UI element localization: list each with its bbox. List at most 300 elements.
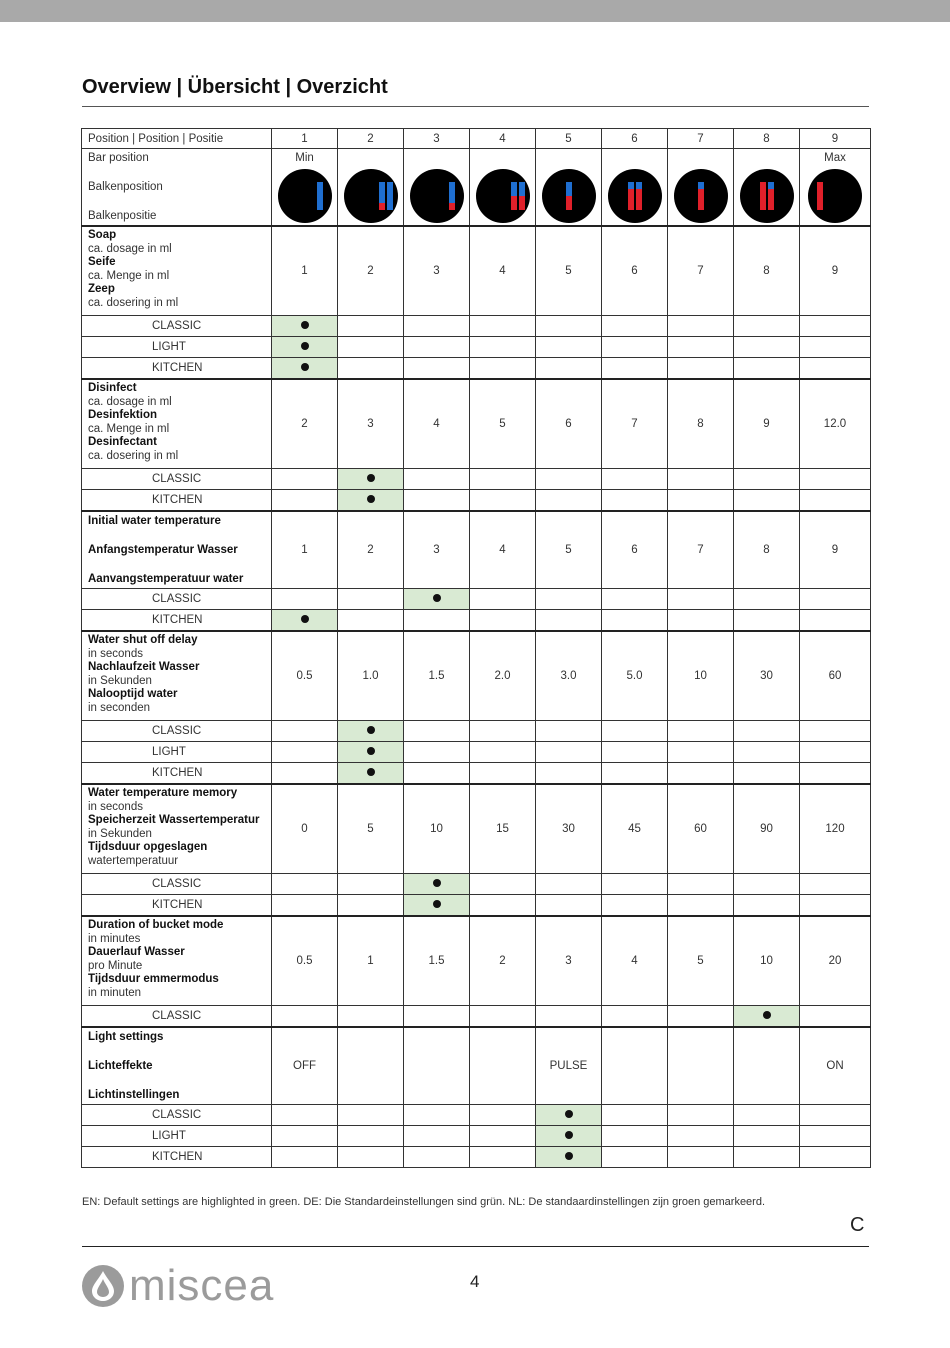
default-cell-highlighted <box>404 874 470 895</box>
default-cell <box>272 742 338 763</box>
default-cell <box>668 895 734 917</box>
gauge-bar-blue <box>379 182 385 203</box>
setting-label-line: ca. Menge in ml <box>88 422 170 435</box>
setting-value: 3 <box>338 379 404 469</box>
product-variant-label: KITCHEN <box>82 490 272 512</box>
gauge-bar-blue <box>698 182 704 189</box>
default-cell <box>272 763 338 785</box>
setting-value: 1.0 <box>338 631 404 721</box>
default-cell <box>272 469 338 490</box>
setting-value: 7 <box>668 511 734 589</box>
product-variant-label: LIGHT <box>82 337 272 358</box>
setting-label-line: in minuten <box>88 986 142 999</box>
setting-value <box>734 1027 800 1105</box>
setting-row <box>82 916 871 1006</box>
bar-position-cell <box>668 149 734 227</box>
setting-label-line: pro Minute <box>88 959 143 972</box>
default-dot-icon <box>367 474 375 482</box>
default-dot-icon <box>367 747 375 755</box>
default-cell <box>602 1126 668 1147</box>
page-title: Overview | Übersicht | Overzicht <box>82 76 388 98</box>
default-dot-icon <box>301 342 309 350</box>
gauge-bar-red <box>566 196 572 210</box>
bar-gauge-graphic <box>674 169 728 223</box>
page-number: 4 <box>470 1272 480 1291</box>
default-cell <box>338 589 404 610</box>
default-cell <box>602 1006 668 1028</box>
bar-position-label-stack <box>88 149 271 225</box>
bar-position-cell <box>470 149 536 227</box>
setting-value <box>338 1027 404 1105</box>
default-dot-icon <box>433 594 441 602</box>
product-variant-label: CLASSIC <box>82 469 272 490</box>
default-cell <box>602 358 668 380</box>
default-cell <box>272 1006 338 1028</box>
setting-value: 0.5 <box>272 916 338 1006</box>
setting-value: 4 <box>602 916 668 1006</box>
default-dot-icon <box>565 1131 573 1139</box>
gauge-bar-red <box>519 196 525 210</box>
bar-position-cell <box>536 149 602 227</box>
default-dot-icon <box>301 321 309 329</box>
default-cell <box>404 763 470 785</box>
setting-label-stack <box>88 917 271 1001</box>
position-header: 8 <box>734 129 800 149</box>
default-cell <box>404 1147 470 1168</box>
setting-label-line: Desinfektion <box>88 409 158 422</box>
setting-value: 0 <box>272 784 338 874</box>
setting-label-line: in seconds <box>88 800 143 813</box>
product-variant-label: KITCHEN <box>82 895 272 917</box>
default-cell <box>602 874 668 895</box>
bar-gauge-graphic <box>608 169 662 223</box>
default-cell <box>800 337 871 358</box>
default-cell <box>734 742 800 763</box>
default-cell <box>734 1147 800 1168</box>
default-cell <box>668 1105 734 1126</box>
default-cell <box>536 358 602 380</box>
position-header: 7 <box>668 129 734 149</box>
default-cell <box>404 1006 470 1028</box>
default-cell <box>602 1105 668 1126</box>
section-letter: C <box>850 1214 865 1236</box>
gauge-bar-blue <box>636 182 642 189</box>
default-cell <box>536 469 602 490</box>
default-cell <box>668 763 734 785</box>
default-cell <box>602 721 668 742</box>
bar-gauge-icon <box>608 169 662 223</box>
default-cell <box>338 1126 404 1147</box>
default-row <box>82 763 871 785</box>
gauge-bar-blue <box>768 182 774 189</box>
setting-label-line: Water temperature memory <box>88 787 238 799</box>
default-cell <box>338 610 404 632</box>
product-variant-label: KITCHEN <box>82 763 272 785</box>
setting-value: 5 <box>338 784 404 874</box>
setting-label-line: Duration of bucket mode <box>88 919 224 931</box>
setting-value: 6 <box>536 379 602 469</box>
default-cell <box>470 358 536 380</box>
default-cell <box>272 874 338 895</box>
default-cell <box>668 337 734 358</box>
setting-label-line: in seconden <box>88 701 151 714</box>
default-cell <box>800 895 871 917</box>
setting-label-line: in Sekunden <box>88 674 152 687</box>
setting-value: 9 <box>800 226 871 316</box>
setting-value: 4 <box>470 511 536 589</box>
default-cell <box>470 1126 536 1147</box>
gauge-bar-red <box>628 189 634 210</box>
default-cell <box>602 316 668 337</box>
setting-row <box>82 1027 871 1105</box>
bar-gauge-icon <box>740 169 794 223</box>
default-dot-icon <box>433 900 441 908</box>
default-cell <box>470 469 536 490</box>
default-cell <box>272 1105 338 1126</box>
gauge-bar-red <box>817 182 823 210</box>
setting-value <box>404 1027 470 1105</box>
setting-value: 6 <box>602 511 668 589</box>
default-row <box>82 874 871 895</box>
gauge-bar-blue <box>628 182 634 189</box>
default-cell <box>404 337 470 358</box>
default-cell-highlighted <box>272 316 338 337</box>
product-variant-label: CLASSIC <box>82 589 272 610</box>
default-cell <box>800 1105 871 1126</box>
default-cell-highlighted <box>272 610 338 632</box>
default-cell <box>800 874 871 895</box>
setting-value: 12.0 <box>800 379 871 469</box>
default-row <box>82 358 871 380</box>
default-dot-icon <box>301 363 309 371</box>
overview-table <box>81 128 871 1168</box>
setting-value: 5 <box>536 226 602 316</box>
gauge-bar-red <box>768 189 774 210</box>
default-cell <box>668 1147 734 1168</box>
setting-value <box>470 1027 536 1105</box>
default-cell <box>668 1006 734 1028</box>
setting-label-line: Lichteffekte <box>88 1060 153 1072</box>
default-cell <box>668 316 734 337</box>
setting-value: 4 <box>470 226 536 316</box>
setting-value: 60 <box>800 631 871 721</box>
default-cell <box>734 874 800 895</box>
default-cell <box>536 742 602 763</box>
default-cell <box>602 1147 668 1168</box>
default-cell <box>404 610 470 632</box>
setting-label-line: Speicherzeit Wassertemperatur <box>88 814 260 827</box>
default-cell <box>404 469 470 490</box>
setting-value: 3.0 <box>536 631 602 721</box>
setting-value: 8 <box>734 511 800 589</box>
setting-value <box>602 1027 668 1105</box>
bar-gauge-icon <box>278 169 332 223</box>
default-row <box>82 721 871 742</box>
default-dot-icon <box>565 1152 573 1160</box>
default-cell-highlighted <box>272 358 338 380</box>
setting-label-stack <box>88 1028 271 1104</box>
default-cell <box>470 1105 536 1126</box>
default-row <box>82 1006 871 1028</box>
setting-value: 3 <box>404 226 470 316</box>
setting-value: 9 <box>734 379 800 469</box>
setting-value: 8 <box>734 226 800 316</box>
miscea-logo <box>81 1261 275 1310</box>
default-cell <box>734 337 800 358</box>
bar-gauge-icon <box>542 169 596 223</box>
default-cell <box>536 721 602 742</box>
bar-gauge-graphic <box>476 169 530 223</box>
bar-position-label-line: Balkenposition <box>88 181 163 193</box>
setting-value: 6 <box>602 226 668 316</box>
setting-value: 5.0 <box>602 631 668 721</box>
position-header: 6 <box>602 129 668 149</box>
default-cell <box>734 895 800 917</box>
setting-label-line: Dauerlauf Wasser <box>88 946 185 959</box>
bar-gauge-graphic <box>740 169 794 223</box>
setting-value: 30 <box>734 631 800 721</box>
setting-value: 1 <box>272 226 338 316</box>
default-dot-icon <box>367 768 375 776</box>
default-cell <box>668 874 734 895</box>
setting-value: 1 <box>272 511 338 589</box>
default-cell <box>734 469 800 490</box>
default-cell <box>404 490 470 512</box>
product-variant-label: CLASSIC <box>82 721 272 742</box>
bar-position-row <box>82 149 871 227</box>
default-cell <box>470 1006 536 1028</box>
setting-label-line: in minutes <box>88 932 141 945</box>
product-variant-label: LIGHT <box>82 1126 272 1147</box>
default-cell-highlighted <box>338 490 404 512</box>
gauge-bar-red <box>760 182 766 210</box>
default-cell <box>668 1126 734 1147</box>
bar-gauge-graphic <box>278 169 332 223</box>
max-label: Max <box>824 152 846 164</box>
default-cell <box>272 490 338 512</box>
setting-label <box>82 226 272 316</box>
bar-position-cell <box>734 149 800 227</box>
setting-label <box>82 379 272 469</box>
default-cell <box>338 1006 404 1028</box>
position-header: 3 <box>404 129 470 149</box>
header-label: Position | Position | Positie <box>82 129 272 149</box>
default-cell <box>404 742 470 763</box>
setting-row <box>82 631 871 721</box>
bar-position-cell <box>272 149 338 227</box>
setting-label <box>82 631 272 721</box>
setting-value: 7 <box>602 379 668 469</box>
default-cell <box>668 721 734 742</box>
bar-gauge-graphic <box>344 169 398 223</box>
product-variant-label: LIGHT <box>82 742 272 763</box>
setting-row <box>82 226 871 316</box>
default-cell <box>668 469 734 490</box>
setting-label <box>82 511 272 589</box>
setting-value: 1.5 <box>404 916 470 1006</box>
default-cell <box>800 1126 871 1147</box>
setting-value: 45 <box>602 784 668 874</box>
position-header: 2 <box>338 129 404 149</box>
setting-value: 10 <box>404 784 470 874</box>
default-cell-highlighted <box>338 721 404 742</box>
default-cell <box>734 490 800 512</box>
bar-gauge-graphic <box>410 169 464 223</box>
default-row <box>82 1105 871 1126</box>
gauge-bar-blue <box>387 182 393 210</box>
default-cell <box>404 721 470 742</box>
default-cell-highlighted <box>338 469 404 490</box>
setting-value: 8 <box>668 379 734 469</box>
setting-label-line: Light settings <box>88 1031 164 1043</box>
setting-label-line: Anfangstemperatur Wasser <box>88 544 238 556</box>
setting-value: 7 <box>668 226 734 316</box>
default-cell-highlighted <box>338 763 404 785</box>
default-row <box>82 610 871 632</box>
default-cell <box>470 742 536 763</box>
gauge-bar-blue <box>449 182 455 203</box>
product-variant-label: CLASSIC <box>82 874 272 895</box>
default-cell-highlighted <box>404 589 470 610</box>
default-cell <box>734 610 800 632</box>
miscea-drop-icon <box>81 1264 125 1308</box>
default-cell <box>338 874 404 895</box>
bar-gauge-graphic <box>542 169 596 223</box>
default-cell <box>800 490 871 512</box>
position-header: 5 <box>536 129 602 149</box>
gauge-bar-red <box>511 196 517 210</box>
setting-value: 20 <box>800 916 871 1006</box>
setting-value: 5 <box>668 916 734 1006</box>
default-cell <box>536 874 602 895</box>
default-cell <box>734 1126 800 1147</box>
default-cell <box>338 316 404 337</box>
default-cell <box>470 610 536 632</box>
setting-row <box>82 784 871 874</box>
product-variant-label: CLASSIC <box>82 1105 272 1126</box>
setting-value: 3 <box>536 916 602 1006</box>
default-cell <box>668 358 734 380</box>
default-cell <box>536 589 602 610</box>
setting-label <box>82 916 272 1006</box>
gauge-bar-red <box>449 203 455 210</box>
default-cell <box>734 358 800 380</box>
default-cell <box>800 721 871 742</box>
setting-label-stack <box>88 227 271 311</box>
default-cell <box>734 763 800 785</box>
gauge-bar-blue <box>566 182 572 196</box>
setting-value: 2 <box>272 379 338 469</box>
default-cell <box>404 316 470 337</box>
product-variant-label: KITCHEN <box>82 610 272 632</box>
default-row <box>82 337 871 358</box>
gauge-bar-blue <box>511 182 517 196</box>
default-dot-icon <box>301 615 309 623</box>
bottom-divider <box>82 1246 869 1247</box>
default-cell <box>536 490 602 512</box>
setting-value: 30 <box>536 784 602 874</box>
bar-gauge-icon <box>344 169 398 223</box>
setting-row <box>82 511 871 589</box>
default-cell <box>734 316 800 337</box>
default-cell <box>602 490 668 512</box>
bar-position-cell <box>602 149 668 227</box>
setting-label <box>82 784 272 874</box>
default-cell <box>800 1147 871 1168</box>
default-cell <box>470 490 536 512</box>
setting-label-line: Nalooptijd water <box>88 688 178 701</box>
default-dot-icon <box>763 1011 771 1019</box>
setting-label-line: Zeep <box>88 283 115 296</box>
setting-label-line: ca. dosering in ml <box>88 449 179 462</box>
top-bar <box>0 0 950 22</box>
bar-position-label-line: Bar position <box>88 152 149 164</box>
default-cell <box>404 358 470 380</box>
default-cell <box>470 337 536 358</box>
setting-label-line: Tijdsduur emmermodus <box>88 973 219 986</box>
bar-gauge-icon <box>808 169 862 223</box>
default-cell <box>800 316 871 337</box>
setting-label-line: Lichtinstellingen <box>88 1089 180 1101</box>
default-cell <box>800 610 871 632</box>
product-variant-label: CLASSIC <box>82 1006 272 1028</box>
setting-label-line: ca. dosage in ml <box>88 395 172 408</box>
setting-label-line: ca. dosage in ml <box>88 242 172 255</box>
bar-position-cell <box>800 149 871 227</box>
default-cell <box>668 742 734 763</box>
setting-label-line: Nachlaufzeit Wasser <box>88 661 200 674</box>
default-cell-highlighted <box>404 895 470 917</box>
default-cell <box>602 337 668 358</box>
setting-value: OFF <box>272 1027 338 1105</box>
position-header: 4 <box>470 129 536 149</box>
default-cell <box>272 1147 338 1168</box>
default-cell <box>602 610 668 632</box>
setting-label-stack <box>88 632 271 716</box>
product-variant-label: KITCHEN <box>82 1147 272 1168</box>
overview-table-body <box>82 129 871 1168</box>
setting-label-stack <box>88 512 271 588</box>
setting-label-line: in Sekunden <box>88 827 152 840</box>
default-cell <box>602 742 668 763</box>
setting-value: 10 <box>734 916 800 1006</box>
bar-gauge-icon <box>476 169 530 223</box>
default-cell <box>734 721 800 742</box>
default-cell <box>734 1105 800 1126</box>
setting-label-line: watertemperatuur <box>88 854 179 867</box>
default-row <box>82 1147 871 1168</box>
default-cell <box>338 337 404 358</box>
default-cell <box>800 742 871 763</box>
gauge-bar-red <box>636 189 642 210</box>
gauge-bar-blue <box>519 182 525 196</box>
default-cell <box>470 316 536 337</box>
setting-value: 15 <box>470 784 536 874</box>
bar-position-cell <box>404 149 470 227</box>
setting-value: 4 <box>404 379 470 469</box>
setting-value: 10 <box>668 631 734 721</box>
default-cell <box>404 1105 470 1126</box>
setting-label-line: ca. Menge in ml <box>88 269 170 282</box>
setting-row <box>82 379 871 469</box>
default-cell <box>536 316 602 337</box>
default-cell <box>602 763 668 785</box>
default-cell <box>338 1147 404 1168</box>
default-cell <box>800 1006 871 1028</box>
setting-label-line: Tijdsduur opgeslagen <box>88 841 208 854</box>
default-cell <box>404 1126 470 1147</box>
setting-value: 2 <box>338 511 404 589</box>
